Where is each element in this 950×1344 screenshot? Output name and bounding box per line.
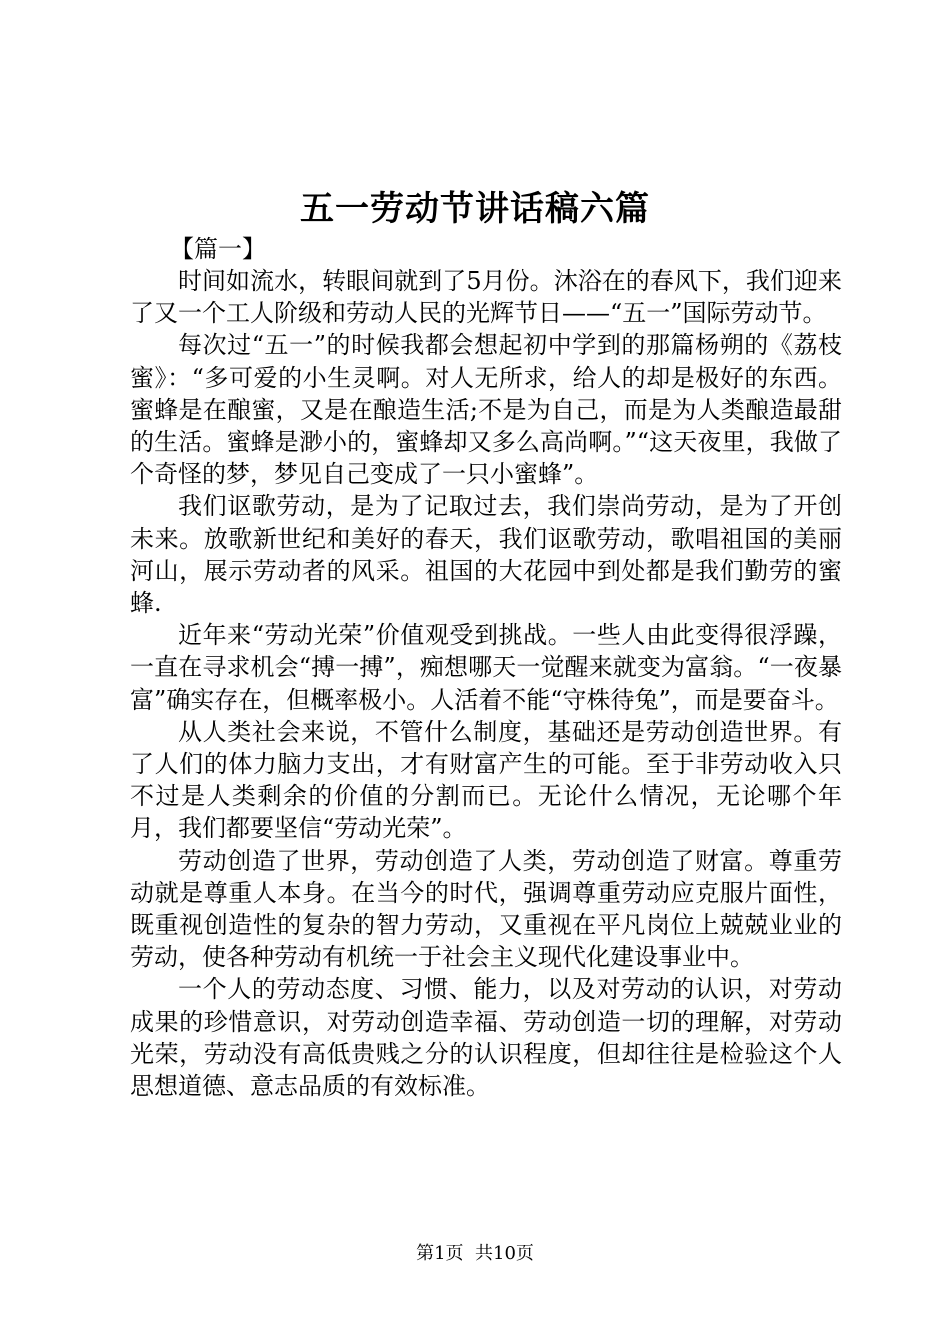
paragraph: 我们讴歌劳动，是为了记取过去，我们崇尚劳动，是为了开创未来。放歌新世纪和美好的春天，我们讴歌劳动，歌唱祖国的美丽河山，展示劳动者的风采。祖国的大花园中到处都是我们勤劳的蜜蜂.	[130, 492, 842, 618]
paragraph: 一个人的劳动态度、习惯、能力，以及对劳动的认识，对劳动成果的珍惜意识，对劳动创造幸福、劳动创造一切的理解，对劳动光荣，劳动没有高低贵贱之分的认识程度，但却往往是检验这个人思想道德、意志品质的有效标准。	[130, 975, 842, 1101]
paragraph: 从人类社会来说，不管什么制度，基础还是劳动创造世界。有了人们的体力脑力支出，才有财富产生的可能。至于非劳动收入只不过是人类剩余的价值的分割而已。无论什么情况，无论哪个年月，我们都要坚信“劳动光荣”。	[130, 717, 842, 843]
section-label: 【篇一】	[170, 235, 266, 263]
document-title: 五一劳动节讲话稿六篇	[300, 189, 650, 229]
page-footer: 第1页 共10页	[416, 1243, 534, 1264]
paragraph: 近年来“劳动光荣”价值观受到挑战。一些人由此变得很浮躁，一直在寻求机会“搏一搏”，痴想哪天一觉醒来就变为富翁。“一夜暴富”确实存在，但概率极小。人活着不能“守株待兔”，而是要奋斗。	[130, 621, 842, 714]
paragraph: 每次过“五一”的时候我都会想起初中学到的那篇杨朔的《荔枝蜜》：“多可爱的小生灵啊。对人无所求，给人的却是极好的东西。蜜蜂是在酿蜜，又是在酿造生活;不是为自己，而是为人类酿造最甜的生活。蜜蜂是渺小的，蜜蜂却又多么高尚啊。”“这天夜里，我做了个奇怪的梦，梦见自己变成了一只小蜜蜂”。	[130, 331, 842, 489]
paragraph: 劳动创造了世界，劳动创造了人类，劳动创造了财富。尊重劳动就是尊重人本身。在当今的时代，强调尊重劳动应克服片面性，既重视创造性的复杂的智力劳动，又重视在平凡岗位上兢兢业业的劳动，使各种劳动有机统一于社会主义现代化建设事业中。	[130, 846, 842, 972]
document-body	[130, 233, 842, 1102]
paragraph: 时间如流水，转眼间就到了5月份。沐浴在的春风下，我们迎来了又一个工人阶级和劳动人民的光辉节日——“五一”国际劳动节。	[130, 267, 842, 328]
